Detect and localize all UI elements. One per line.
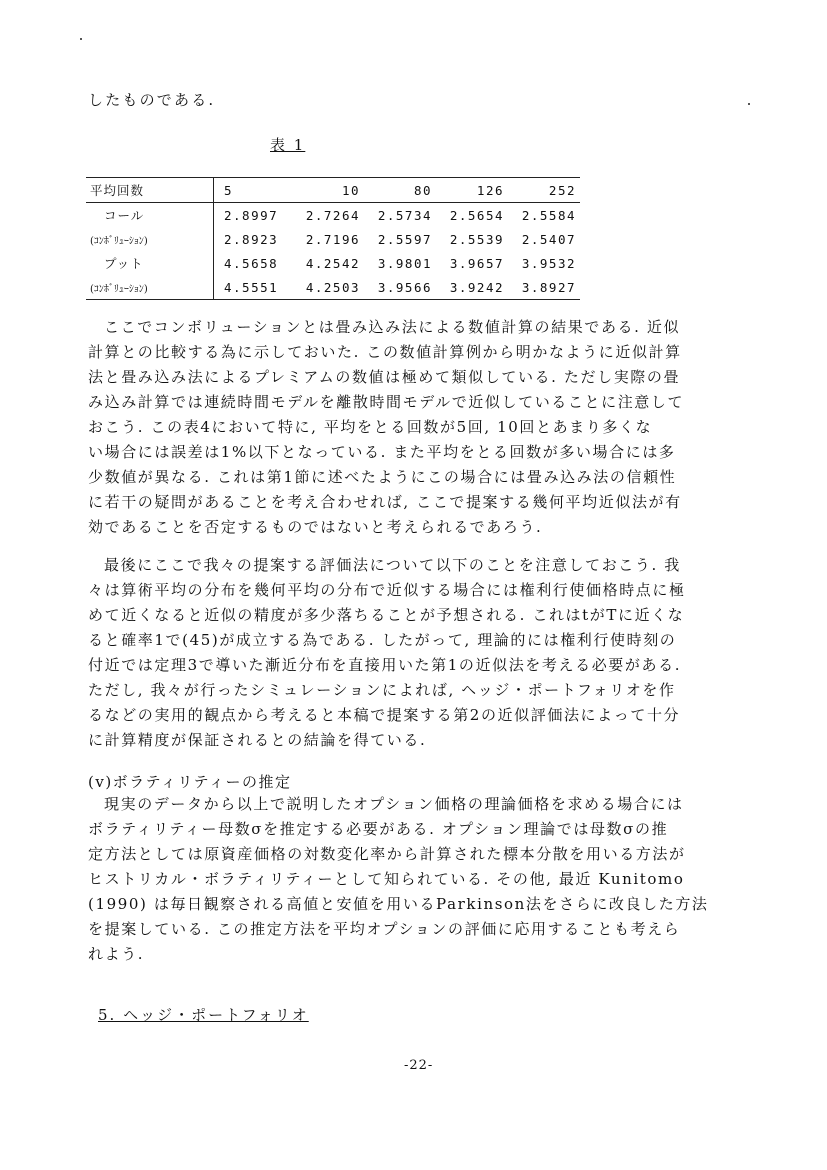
table-cell: 2.5584 [521, 207, 576, 223]
paragraph3-line: ヒストリカル・ボラティリティーとして知られている. その他, 最近 Kunitomo [88, 870, 685, 888]
table-caption: 表 1 [270, 136, 306, 154]
table-cell: 2.5654 [449, 207, 504, 223]
paragraph1-line: ここでコンボリューションとは畳み込み法による数値計算の結果である. 近似 [104, 318, 681, 336]
column-header: 10 [292, 178, 364, 203]
row-label: (ｺﾝﾎﾞﾘｭｰｼｮﾝ) [86, 227, 214, 251]
paragraph2-line: 々は算術平均の分布を幾何平均の分布で近似する場合には権利行使価格時点に極 [88, 581, 686, 599]
table-cell: 4.2503 [292, 275, 364, 300]
paragraph2-line: めて近くなると近似の精度が多少落ちることが予想される. これはtがTに近くな [88, 606, 685, 624]
paragraph1-line: み込み計算では連続時間モデルを離散時間モデルで近似していることに注意して [88, 393, 685, 411]
table-row-put [86, 251, 580, 275]
subsection-title: (v)ボラティリティーの推定 [88, 773, 292, 791]
table-cell: 2.7196 [305, 231, 360, 247]
paragraph3-line: 現実のデータから以上で説明したオプション価格の理論価格を求める場合には [104, 795, 684, 813]
table-cell: 4.2542 [305, 255, 360, 271]
paragraph3-line: (1990) は毎日観察される高値と安値を用いるParkinson法をさらに改良した方法 [88, 895, 709, 913]
paragraph1-line: い場合には誤差は1%以下となっている. また平均をとる回数が多い場合には多 [88, 443, 676, 461]
table-cell: 2.5407 [521, 231, 576, 247]
paragraph1-line: 効であることを否定するものではないと考えられるであろう. [88, 518, 543, 536]
page-number: -22- [404, 1058, 434, 1073]
scan-speck [80, 38, 82, 40]
table-cell: 3.9657 [449, 255, 504, 271]
table-header-row [86, 178, 580, 203]
paragraph1-line: 法と畳み込み法によるプレミアムの数値は極めて類似している. ただし実際の畳 [88, 368, 681, 386]
table-cell: 2.5539 [449, 231, 504, 247]
section-heading: 5. ヘッジ・ポートフォリオ [98, 1006, 309, 1024]
table-cell: 3.9566 [364, 275, 436, 300]
table-cell: 2.7264 [305, 207, 360, 223]
table-cell: 3.9801 [377, 255, 432, 271]
paragraph3-line: を提案している. この推定方法を平均オプションの評価に応用することも考えら [88, 920, 681, 938]
column-header: 126 [436, 178, 508, 203]
paragraph3-line: ボラティリティー母数σを推定する必要がある. オプション理論では母数σの推 [88, 820, 669, 838]
paragraph1-line: に若干の疑問があることを考え合わせれば, ここで提案する幾何平均近似法が有 [88, 493, 682, 511]
paragraph2-line: に計算精度が保証されるとの結論を得ている. [88, 731, 427, 749]
table-cell: 2.8997 [224, 207, 279, 223]
table-row-put-convolution [86, 275, 580, 300]
paragraph1-line: おこう. この表4において特に, 平均をとる回数が5回, 10回とあまり多くな [88, 418, 653, 436]
table-cell: 3.9242 [436, 275, 508, 300]
paragraph1-line: 計算との比較する為に示しておいた. この数値計算例から明かなように近似計算 [88, 343, 682, 361]
column-header: 252 [508, 178, 580, 203]
paragraph3-line: 定方法としては原資産価格の対数変化率から計算された標本分散を用いる方法が [88, 845, 686, 863]
table-cell: 4.5551 [214, 275, 293, 300]
table-cell: 3.8927 [508, 275, 580, 300]
paragraph2-line: るなどの実用的観点から考えると本稿で提案する第2の近似評価法によって十分 [88, 706, 681, 724]
paragraph2-line: 付近では定理3で導いた漸近分布を直接用いた第1の近似法を考える必要がある. [88, 656, 682, 674]
paragraph1-line: 少数値が異なる. これは第1節に述べたようにこの場合には畳み込み法の信頼性 [88, 468, 677, 486]
table-row-call [86, 203, 580, 228]
paragraph2-line: ただし, 我々が行ったシミュレーションによれば, ヘッジ・ポートフォリオを作 [88, 681, 676, 699]
column-header: 80 [364, 178, 436, 203]
column-header: 5 [214, 178, 293, 203]
paragraph3-line: れよう. [88, 945, 145, 963]
table-row-call-convolution [86, 227, 580, 251]
row-label: (ｺﾝﾎﾞﾘｭｰｼｮﾝ) [86, 275, 214, 300]
row-label: プット [86, 251, 214, 275]
row-label: コール [86, 203, 214, 228]
table-cell: 4.5658 [224, 255, 279, 271]
table-cell: 2.5734 [377, 207, 432, 223]
table-cell: 3.9532 [521, 255, 576, 271]
scan-speck [748, 103, 750, 105]
intro-line: したものである. [88, 91, 216, 109]
table-cell: 2.5597 [377, 231, 432, 247]
table-header-label: 平均回数 [86, 178, 214, 203]
paragraph2-line: 最後にここで我々の提案する評価法について以下のことを注意しておこう. 我 [104, 556, 681, 574]
paragraph2-line: ると確率1で(45)が成立する為である. したがって, 理論的には権利行使時刻の [88, 631, 677, 649]
table-cell: 2.8923 [224, 231, 279, 247]
results-table [86, 177, 580, 300]
